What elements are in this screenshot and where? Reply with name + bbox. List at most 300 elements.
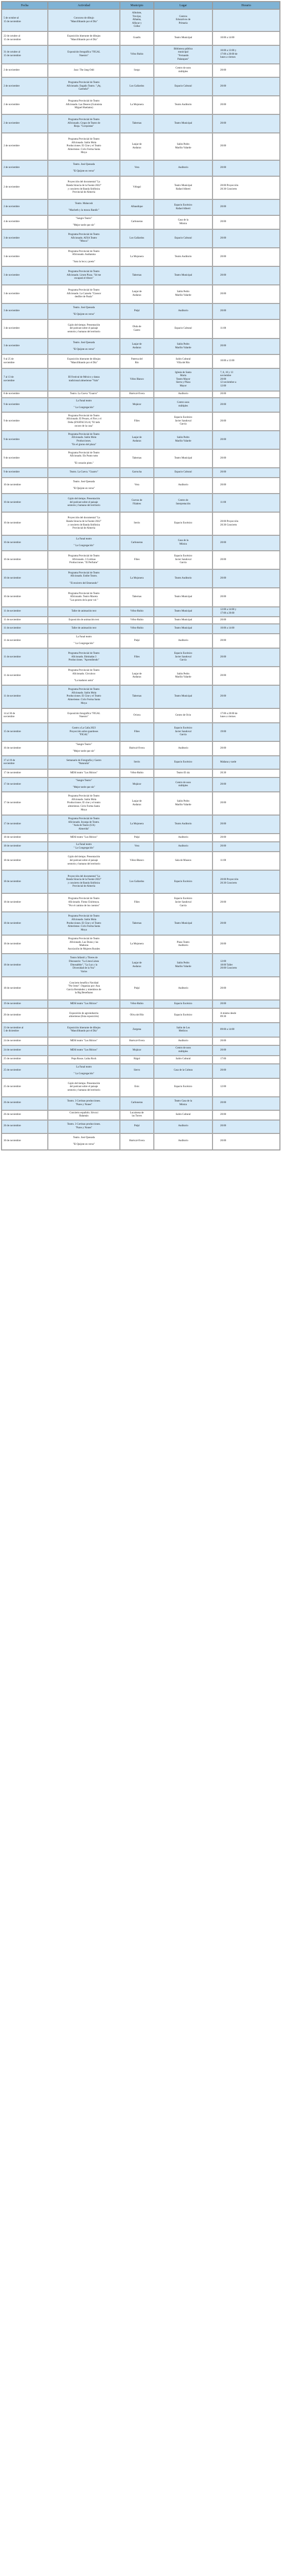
venue-cell: Salón Cultural Villa del Río [154, 354, 213, 368]
date-cell: 26 de noviembre [2, 1097, 48, 1110]
municipality-cell: Laujar de Andarax [120, 954, 154, 977]
date-cell: 11 de noviembre [2, 648, 48, 667]
time-cell: 10:00 a 14:00 [213, 624, 280, 634]
table-row [2, 133, 280, 160]
venue-cell: Espacio Escénico [154, 870, 213, 893]
time-cell: 11:00 [213, 852, 280, 870]
header-actividad: Actividad [48, 2, 120, 9]
time-cell: 20:00 [213, 1000, 280, 1008]
activity-cell: Concurso de dibujo "Mancillitando por el Día" [48, 9, 120, 31]
municipality-cell: Mojácar [120, 1045, 154, 1055]
time-cell: 20:00 Proyección 20:30 Concierto [213, 512, 280, 535]
municipality-cell: La Mojonera [120, 248, 154, 266]
activity-cell: Teatro. Malacosh "Macbeth y la mosca Randic" [48, 199, 120, 215]
venue-cell: Biblioteca pública municipal "Fernando Palanques" [154, 45, 213, 64]
table-row [2, 935, 280, 954]
municipality-cell: Vélegal [120, 176, 154, 199]
date-cell: 17 de noviembre [2, 815, 48, 834]
activity-cell: La Fanal teatro " La Congregación" [48, 535, 120, 551]
date-cell: 10 de noviembre [2, 512, 48, 535]
table-row [2, 1078, 280, 1097]
table-row [2, 319, 280, 338]
table-row [2, 634, 280, 648]
municipality-cell: La Mojonera [120, 815, 154, 834]
venue-cell: Espacio Cultural [154, 319, 213, 338]
date-cell: 17 de noviembre [2, 777, 48, 792]
date-cell: 11 de noviembre [2, 634, 48, 648]
time-cell: 20:00 [213, 842, 280, 852]
time-cell: 09:00 a 14:00 [213, 1023, 280, 1037]
activity-cell: MDSl teatro "Los Ríticos" [48, 1037, 120, 1045]
activity-cell: Proyección del documental "La Banda Sinocia de la Fuente 2022" y concierto de Banda Sinfónica Provincial de Almería [48, 512, 120, 535]
time-cell: 20:00 [213, 935, 280, 954]
municipality-cell: Fiñes [120, 893, 154, 912]
municipality-cell: Pulpí [120, 634, 154, 648]
table-row [2, 215, 280, 229]
municipality-cell: Vélez-Rubio [120, 624, 154, 634]
activity-cell: Concierto españolo. Sitvoxi Balamán [48, 1110, 120, 1120]
municipality-cell: Fiñes [120, 412, 154, 431]
table-row [2, 77, 280, 96]
date-cell: 9 de noviembre [2, 398, 48, 412]
municipality-cell: Pulpí [120, 834, 154, 842]
municipality-cell: Vélez Blanco [120, 368, 154, 391]
date-cell: 9 de noviembre [2, 431, 48, 449]
table-row [2, 368, 280, 391]
date-cell: 7 al 13 de noviembre [2, 368, 48, 391]
table-row [2, 893, 280, 912]
venue-cell: Teatro El ráz [154, 769, 213, 777]
venue-cell: Salón Pedro Mariño Valarde [154, 431, 213, 449]
time-cell: 20:00 [213, 468, 280, 478]
venue-cell: Teatro Auditorio [154, 96, 213, 114]
venue-cell: Salón Pedro Mariño Valarde [154, 954, 213, 977]
municipality-cell: Tabernas [120, 266, 154, 285]
table-row [2, 1045, 280, 1055]
activity-cell: Programa Provincial de Teatro Aficionado. Salón Mola Producciones. "En el giorno del plaza" [48, 431, 120, 449]
municipality-cell: La Mojonera [120, 96, 154, 114]
table-row [2, 741, 280, 756]
municipality-cell: Vera [120, 478, 154, 494]
municipality-cell: Vélez-Rubio [120, 769, 154, 777]
table-row [2, 229, 280, 248]
table-row [2, 1097, 280, 1110]
time-cell: 20:00 [213, 777, 280, 792]
venue-cell: Centros Educativos de Primaria [154, 9, 213, 31]
time-cell: 20:00 [213, 248, 280, 266]
date-cell: 26 de noviembre [2, 1120, 48, 1133]
header-horario: Horario [213, 2, 280, 9]
municipality-cell: La Mojonera [120, 935, 154, 954]
table-row [2, 512, 280, 535]
time-cell: 20:00 [213, 229, 280, 248]
activity-cell: MDSl teatro "Los Ríticos" [48, 1000, 120, 1008]
municipality-cell: Laujar de Andarax [120, 792, 154, 815]
municipality-cell: Fiñes [120, 551, 154, 569]
time-cell: 20:00 [213, 303, 280, 319]
table-row [2, 64, 280, 77]
venue-cell: Teatro Municipal [154, 449, 213, 468]
municipality-cell: Huércal-Overa [120, 741, 154, 756]
time-cell: 20:00 [213, 133, 280, 160]
time-cell: 20:00 [213, 77, 280, 96]
activity-cell: Programa Provincial de Teatro Aficionado. Circuloco "La madurez astra" [48, 667, 120, 685]
activity-cell: Programa Provincial de Teatro Aficionado. 3 Cortinas Producciones. "El Perfume" [48, 551, 120, 569]
schedule-container [0, 0, 280, 1151]
time-cell: 10:00 a 13:00 y 17:00 a 20:00 de lunes a viernes [213, 45, 280, 64]
time-cell: 20:00 [213, 569, 280, 588]
table-row [2, 31, 280, 45]
venue-cell: Teatro Municipal [154, 624, 213, 634]
venue-cell: Teatro Municipal [154, 617, 213, 624]
date-cell: 23 de noviembre al 5 de diciembre [2, 1023, 48, 1037]
activity-cell: La Fanal teatro " La Congregación" [48, 634, 120, 648]
municipality-cell: Olula de Castro [120, 319, 154, 338]
activity-cell: Cajón del tiempo. Presentación del podcast sobre el paisaje sentorio y humano del territorio [48, 1078, 120, 1097]
venue-cell: Teatro Auditorio [154, 248, 213, 266]
venue-cell: Auditorio [154, 1037, 213, 1045]
venue-cell: Auditorio [154, 834, 213, 842]
date-cell: 20 de noviembre [2, 1008, 48, 1023]
time-cell: 20:00 [213, 634, 280, 648]
time-cell: 10:00 a 14:00 [213, 31, 280, 45]
municipality-cell: Sorgo [120, 64, 154, 77]
date-cell: 10 de noviembre [2, 551, 48, 569]
municipality-cell: Fiñes [120, 648, 154, 667]
time-cell: 20:30 [213, 769, 280, 777]
time-cell: 20:00 [213, 64, 280, 77]
date-cell: 11 de noviembre [2, 607, 48, 617]
activity-cell: Programa Provincial de Teatro Aficionado. Las Duras y las Maduras Asociación de Mujeres Rurales [48, 935, 120, 954]
date-cell: 2 de noviembre [2, 114, 48, 133]
activity-cell: Teatro. José Quesada "El Quijote en verso" [48, 1133, 120, 1150]
municipality-cell: Serón [120, 512, 154, 535]
venue-cell: Auditorio [154, 478, 213, 494]
venue-cell: Salón Pedro Mariño Valarde [154, 792, 213, 815]
date-cell: 9 de noviembre [2, 449, 48, 468]
date-cell: 18 de noviembre [2, 893, 48, 912]
activity-cell: Programa Provincial de Teatro Aficionado. Salón Mola Producciones. El Cine y el Teatro Almeriense. Ciclo Forma Santa Moya [48, 912, 120, 935]
municipality-cell: Tabernas [120, 114, 154, 133]
date-cell: 24 de noviembre [2, 1045, 48, 1055]
municipality-cell: Albolote, Trevijar, Alhama, Alfacar y Cúllar [120, 9, 154, 31]
header-lugar: Lugar [154, 2, 213, 9]
venue-cell: Salón Cultural [154, 1056, 213, 1064]
date-cell: 18 de noviembre [2, 935, 48, 954]
date-cell: 11 de noviembre [2, 667, 48, 685]
table-row [2, 954, 280, 977]
municipality-cell: Rágol [120, 1056, 154, 1064]
table-row [2, 354, 280, 368]
venue-cell: Teatro Municipal [154, 266, 213, 285]
activity-cell: Programa Provincial de Teatro Aficionado. Las Deseos (Guionista Miguel Huelamo) [48, 96, 120, 114]
date-cell: 18 de noviembre [2, 912, 48, 935]
municipality-cell: Vélez Rubio [120, 45, 154, 64]
municipality-cell: Carboneras [120, 535, 154, 551]
date-cell: 18 de noviembre [2, 870, 48, 893]
time-cell: 20:00 [213, 792, 280, 815]
table-row [2, 685, 280, 708]
venue-cell: Casa de la Cultura [154, 1064, 213, 1078]
activity-cell: Exposición itinerante de dibujos "Mancillitando por el Día" [48, 1023, 120, 1037]
table-row [2, 494, 280, 512]
table-row [2, 1110, 280, 1120]
time-cell: 20:00 [213, 338, 280, 354]
date-cell: 2 de noviembre [2, 160, 48, 176]
table-row [2, 468, 280, 478]
activity-cell: Programa Provincial de Teatro Aficionado. AIXA Teatro "Mosca" [48, 229, 120, 248]
venue-cell: Teatro Municipal [154, 607, 213, 617]
table-row [2, 756, 280, 769]
municipality-cell: Los Gallardos [120, 229, 154, 248]
time-cell: 20:00 [213, 667, 280, 685]
date-cell: 31 de octubre al 15 de noviembre [2, 45, 48, 64]
venue-cell: Espacio Escénico Javier Sandoval García [154, 723, 213, 741]
activity-cell: Teatro. José Quesada "El Quijote en verso" [48, 338, 120, 354]
date-cell: 25 de noviembre [2, 1064, 48, 1078]
date-cell: 3 de noviembre [2, 303, 48, 319]
time-cell: 20:00 [213, 1120, 280, 1133]
venue-cell: Teatro Municipal [154, 31, 213, 45]
date-cell: 14 al 30 de noviembre [2, 708, 48, 723]
table-row [2, 535, 280, 551]
municipality-cell: Serón [120, 756, 154, 769]
activity-cell: Proyección del documental "La Banda Sinocia de la Fuente 2022" y concierto de Banda Sinfónica Provincial de Almería [48, 176, 120, 199]
time-cell: 20:00 [213, 412, 280, 431]
venue-cell: Casa de la Música [154, 535, 213, 551]
activity-cell: Concierto benéfico Navidad "Por Irene". Organiza por: Ana García Hernández y miembros de la Big Benefnano [48, 977, 120, 1000]
venue-cell: Salón Pedro Mariño Valarde [154, 338, 213, 354]
table-row [2, 338, 280, 354]
activity-cell: Programa Provincial de Teatro Aficionado. Salón Mola Producciones. El Cine y el Teatro Almeriense. Ciclo Forma Santa Moya [48, 133, 120, 160]
date-cell: 15 de noviembre [2, 723, 48, 741]
time-cell: 20:00 [213, 431, 280, 449]
table-row [2, 45, 280, 64]
table-row [2, 199, 280, 215]
venue-cell: Salón Cultural [154, 1110, 213, 1120]
venue-cell: Iglesia de Santa María Teatro Mayor Sierra y Plaza Mayor [154, 368, 213, 391]
date-cell: 17 de noviembre [2, 792, 48, 815]
venue-cell: Teatro Municipal [154, 588, 213, 607]
activity-cell: Proyección del documental "La Banda Sinocia de la Fuente 2022" y concierto de Banda Sinfónica Provincial de Almería [48, 870, 120, 893]
time-cell: 20:00 [213, 391, 280, 398]
time-cell: 20:00 [213, 617, 280, 624]
municipality-cell: Vera [120, 842, 154, 852]
table-body [2, 9, 280, 1150]
municipality-cell: Huércal-Overa [120, 1133, 154, 1150]
table-row [2, 449, 280, 468]
date-cell: 18 de noviembre [2, 954, 48, 977]
municipality-cell: Oliva del Río [120, 1008, 154, 1023]
date-cell: 11 de noviembre [2, 617, 48, 624]
date-cell: 5 de octubre al 15 de noviembre [2, 9, 48, 31]
time-cell: 20:00 [213, 741, 280, 756]
venue-cell: Teatro Municipal [154, 114, 213, 133]
date-cell: 10 de noviembre [2, 478, 48, 494]
table-row [2, 176, 280, 199]
municipality-cell: Laujar de Andarax [120, 285, 154, 303]
table-row [2, 792, 280, 815]
activity-cell: Programa Provincial de Teatro Aficionado. Grupo de Teatro de Rioja. "Corquistas" [48, 114, 120, 133]
municipality-cell: Los Gallardos [120, 870, 154, 893]
venue-cell: Auditorio [154, 842, 213, 852]
venue-cell: Espacio Cultural [154, 77, 213, 96]
municipality-cell: Garrucha [120, 468, 154, 478]
time-cell: 17:00 [213, 1056, 280, 1064]
date-cell: 2 de noviembre [2, 77, 48, 96]
municipality-cell: Huércal-Overa [120, 391, 154, 398]
time-cell: 20:00 [213, 266, 280, 285]
table-row [2, 478, 280, 494]
venue-cell: Centro usos múltiples [154, 398, 213, 412]
venue-cell: Centro de Interpretación [154, 494, 213, 512]
time-cell: 11:00 [213, 494, 280, 512]
time-cell: 20:00 [213, 1045, 280, 1055]
venue-cell: Plaza Teatro Auditorio [154, 935, 213, 954]
time-cell: 20:00 [213, 478, 280, 494]
municipality-cell: Laujar de Andarax [120, 338, 154, 354]
date-cell: 3 de noviembre [2, 248, 48, 266]
table-row [2, 1133, 280, 1150]
venue-cell: Espacio Escénico Rafael Alberti [154, 199, 213, 215]
activity-cell: Pepa Rosas. Laika Rock [48, 1056, 120, 1064]
municipality-cell: Vera [120, 160, 154, 176]
municipality-cell: Lucainena de las Torres [120, 1110, 154, 1120]
table-row [2, 412, 280, 431]
table-row [2, 1008, 280, 1023]
time-cell: 20:00 [213, 815, 280, 834]
venue-cell: Teatro Municipal [154, 685, 213, 708]
table-row [2, 114, 280, 133]
activity-cell: Jazz: The Jang Odd [48, 64, 120, 77]
municipality-cell: Vélez-Rubio [120, 607, 154, 617]
table-row [2, 624, 280, 634]
date-cell: 10 de noviembre [2, 535, 48, 551]
municipality-cell: Oviera [120, 708, 154, 723]
date-cell: 4 de noviembre [2, 215, 48, 229]
venue-cell: Auditorio [154, 303, 213, 319]
activity-cell: Programa Provincial de Teatro Aficionado. Salón Mola Producciones. El Cine y el Teatro Almeriense. Ciclo Forma Santa Moya [48, 685, 120, 708]
activity-cell: Teatro. 3 Cortinas producciones. "Pares y Nones" [48, 1097, 120, 1110]
venue-cell: Auditorio [154, 634, 213, 648]
time-cell: 10:00 a 13:00 [213, 354, 280, 368]
venue-cell: Espacio Escénico [154, 1078, 213, 1097]
time-cell: 12:00 a 14:00 y 17:00 a 20:00 [213, 607, 280, 617]
table-row [2, 96, 280, 114]
venue-cell: Espacio Escénico [154, 756, 213, 769]
date-cell: 11 de noviembre [2, 624, 48, 634]
municipality-cell: Mojácar [120, 777, 154, 792]
activity-cell: Teatro. La Cueva "Guarro" [48, 391, 120, 398]
table-row [2, 1056, 280, 1064]
activity-cell: Programa Provincial de Teatro Aficionado. El Pesaro, el Fier y el Deña (ENATACULA) "El lado oscuro de la casa" [48, 412, 120, 431]
table-row [2, 648, 280, 667]
date-cell: 9 de noviembre [2, 468, 48, 478]
time-cell: 12:00 [213, 1078, 280, 1097]
municipality-cell: Tabernas [120, 449, 154, 468]
venue-cell: Centro de usos múltiples [154, 1045, 213, 1055]
venue-cell: Auditorio [154, 977, 213, 1000]
date-cell: 30 de noviembre [2, 1133, 48, 1150]
time-cell: Mañana y tarde [213, 756, 280, 769]
municipality-cell: Vélez-Rubio [120, 617, 154, 624]
activity-cell: "Sangre Teatro" "Mejor tarde que sin" [48, 741, 120, 756]
date-cell: 2 de noviembre [2, 64, 48, 77]
date-cell: 17 al 19 de noviembre [2, 756, 48, 769]
date-cell: 18 de noviembre [2, 852, 48, 870]
date-cell: 2 de noviembre [2, 176, 48, 199]
activity-cell: MDSl teatro "Los Ríticos" [48, 769, 120, 777]
date-cell: 8 de noviembre [2, 391, 48, 398]
time-cell: 20:00 [213, 199, 280, 215]
date-cell: 10 de noviembre [2, 494, 48, 512]
activity-cell: Exposición de animación text [48, 617, 120, 624]
date-cell: 16 de noviembre [2, 741, 48, 756]
activity-cell: Programa Provincial de Teatro Aficionado. Audianma "Sara la loca y poeta" [48, 248, 120, 266]
table-row [2, 569, 280, 588]
activity-cell: Programa Provincial de Teatro Aficionado. Els Punto tutto "El corazón pinto." [48, 449, 120, 468]
time-cell [213, 9, 280, 31]
header-fecha: Fecha [2, 2, 48, 9]
date-cell: 24 de noviembre [2, 1037, 48, 1045]
municipality-cell: Los Gallardos [120, 77, 154, 96]
table-row [2, 303, 280, 319]
time-cell: 20:00 [213, 535, 280, 551]
venue-cell: Casa de la Música [154, 215, 213, 229]
venue-cell: Espacio Escénico Javier Sandoval García [154, 648, 213, 667]
venue-cell: Teatro Auditorio [154, 569, 213, 588]
table-row [2, 842, 280, 852]
activity-cell: La Fanal teatro " La Congregación" [48, 398, 120, 412]
activity-cell: Exposición itinerante de dibujos "Mancillitando por el Día" [48, 31, 120, 45]
table-row [2, 285, 280, 303]
date-cell: 2 de noviembre [2, 133, 48, 160]
header-municipio: Municipio [120, 2, 154, 9]
table-row [2, 266, 280, 285]
municipality-cell: La Mojonera [120, 569, 154, 588]
table-row [2, 1064, 280, 1078]
time-cell: 20:00 [213, 215, 280, 229]
table-header-row [2, 2, 280, 9]
time-cell: 20:00 [213, 834, 280, 842]
table-row [2, 607, 280, 617]
time-cell: 20:00 Proyección 20:30 Concierto [213, 870, 280, 893]
activity-cell: Exposición itinerante de dibujos "Mancillitando por el Día" [48, 354, 120, 368]
venue-cell: Espacio Escénico Javier Sandoval García [154, 893, 213, 912]
venue-cell: Auditorio [154, 741, 213, 756]
table-row [2, 617, 280, 624]
venue-cell: Espacio Escénico [154, 1000, 213, 1008]
venue-cell: Espacio Cultural [154, 468, 213, 478]
table-row [2, 870, 280, 893]
time-cell: 20:00 [213, 285, 280, 303]
municipality-cell: Pulpí [120, 977, 154, 1000]
time-cell: 19:00 [213, 723, 280, 741]
venue-cell: Centro de Ocio [154, 708, 213, 723]
municipality-cell: Sierro [120, 1064, 154, 1078]
date-cell: 25 de noviembre [2, 1078, 48, 1097]
date-cell: 26 de noviembre [2, 1110, 48, 1120]
date-cell: 3 de noviembre [2, 338, 48, 354]
municipality-cell: Guadix [120, 31, 154, 45]
activity-cell: Programa Provincial de Teatro Aficionado. Salón Mola Producciones. El cine y el teatro almeriense. Ciclo Forma Santa Moya [48, 792, 120, 815]
table-row [2, 248, 280, 266]
time-cell: A mismo desde 09:30 [213, 1008, 280, 1023]
time-cell: 20:00 [213, 160, 280, 176]
activity-cell: Exposición de agroindustria almeriense (Esta exposición) [48, 1008, 120, 1023]
venue-cell: Espacio Cultural [154, 229, 213, 248]
activity-cell: Programa Provincial de Teatro Aficionado. La Cazuela "Ciaosor desfiler de Paula" [48, 285, 120, 303]
